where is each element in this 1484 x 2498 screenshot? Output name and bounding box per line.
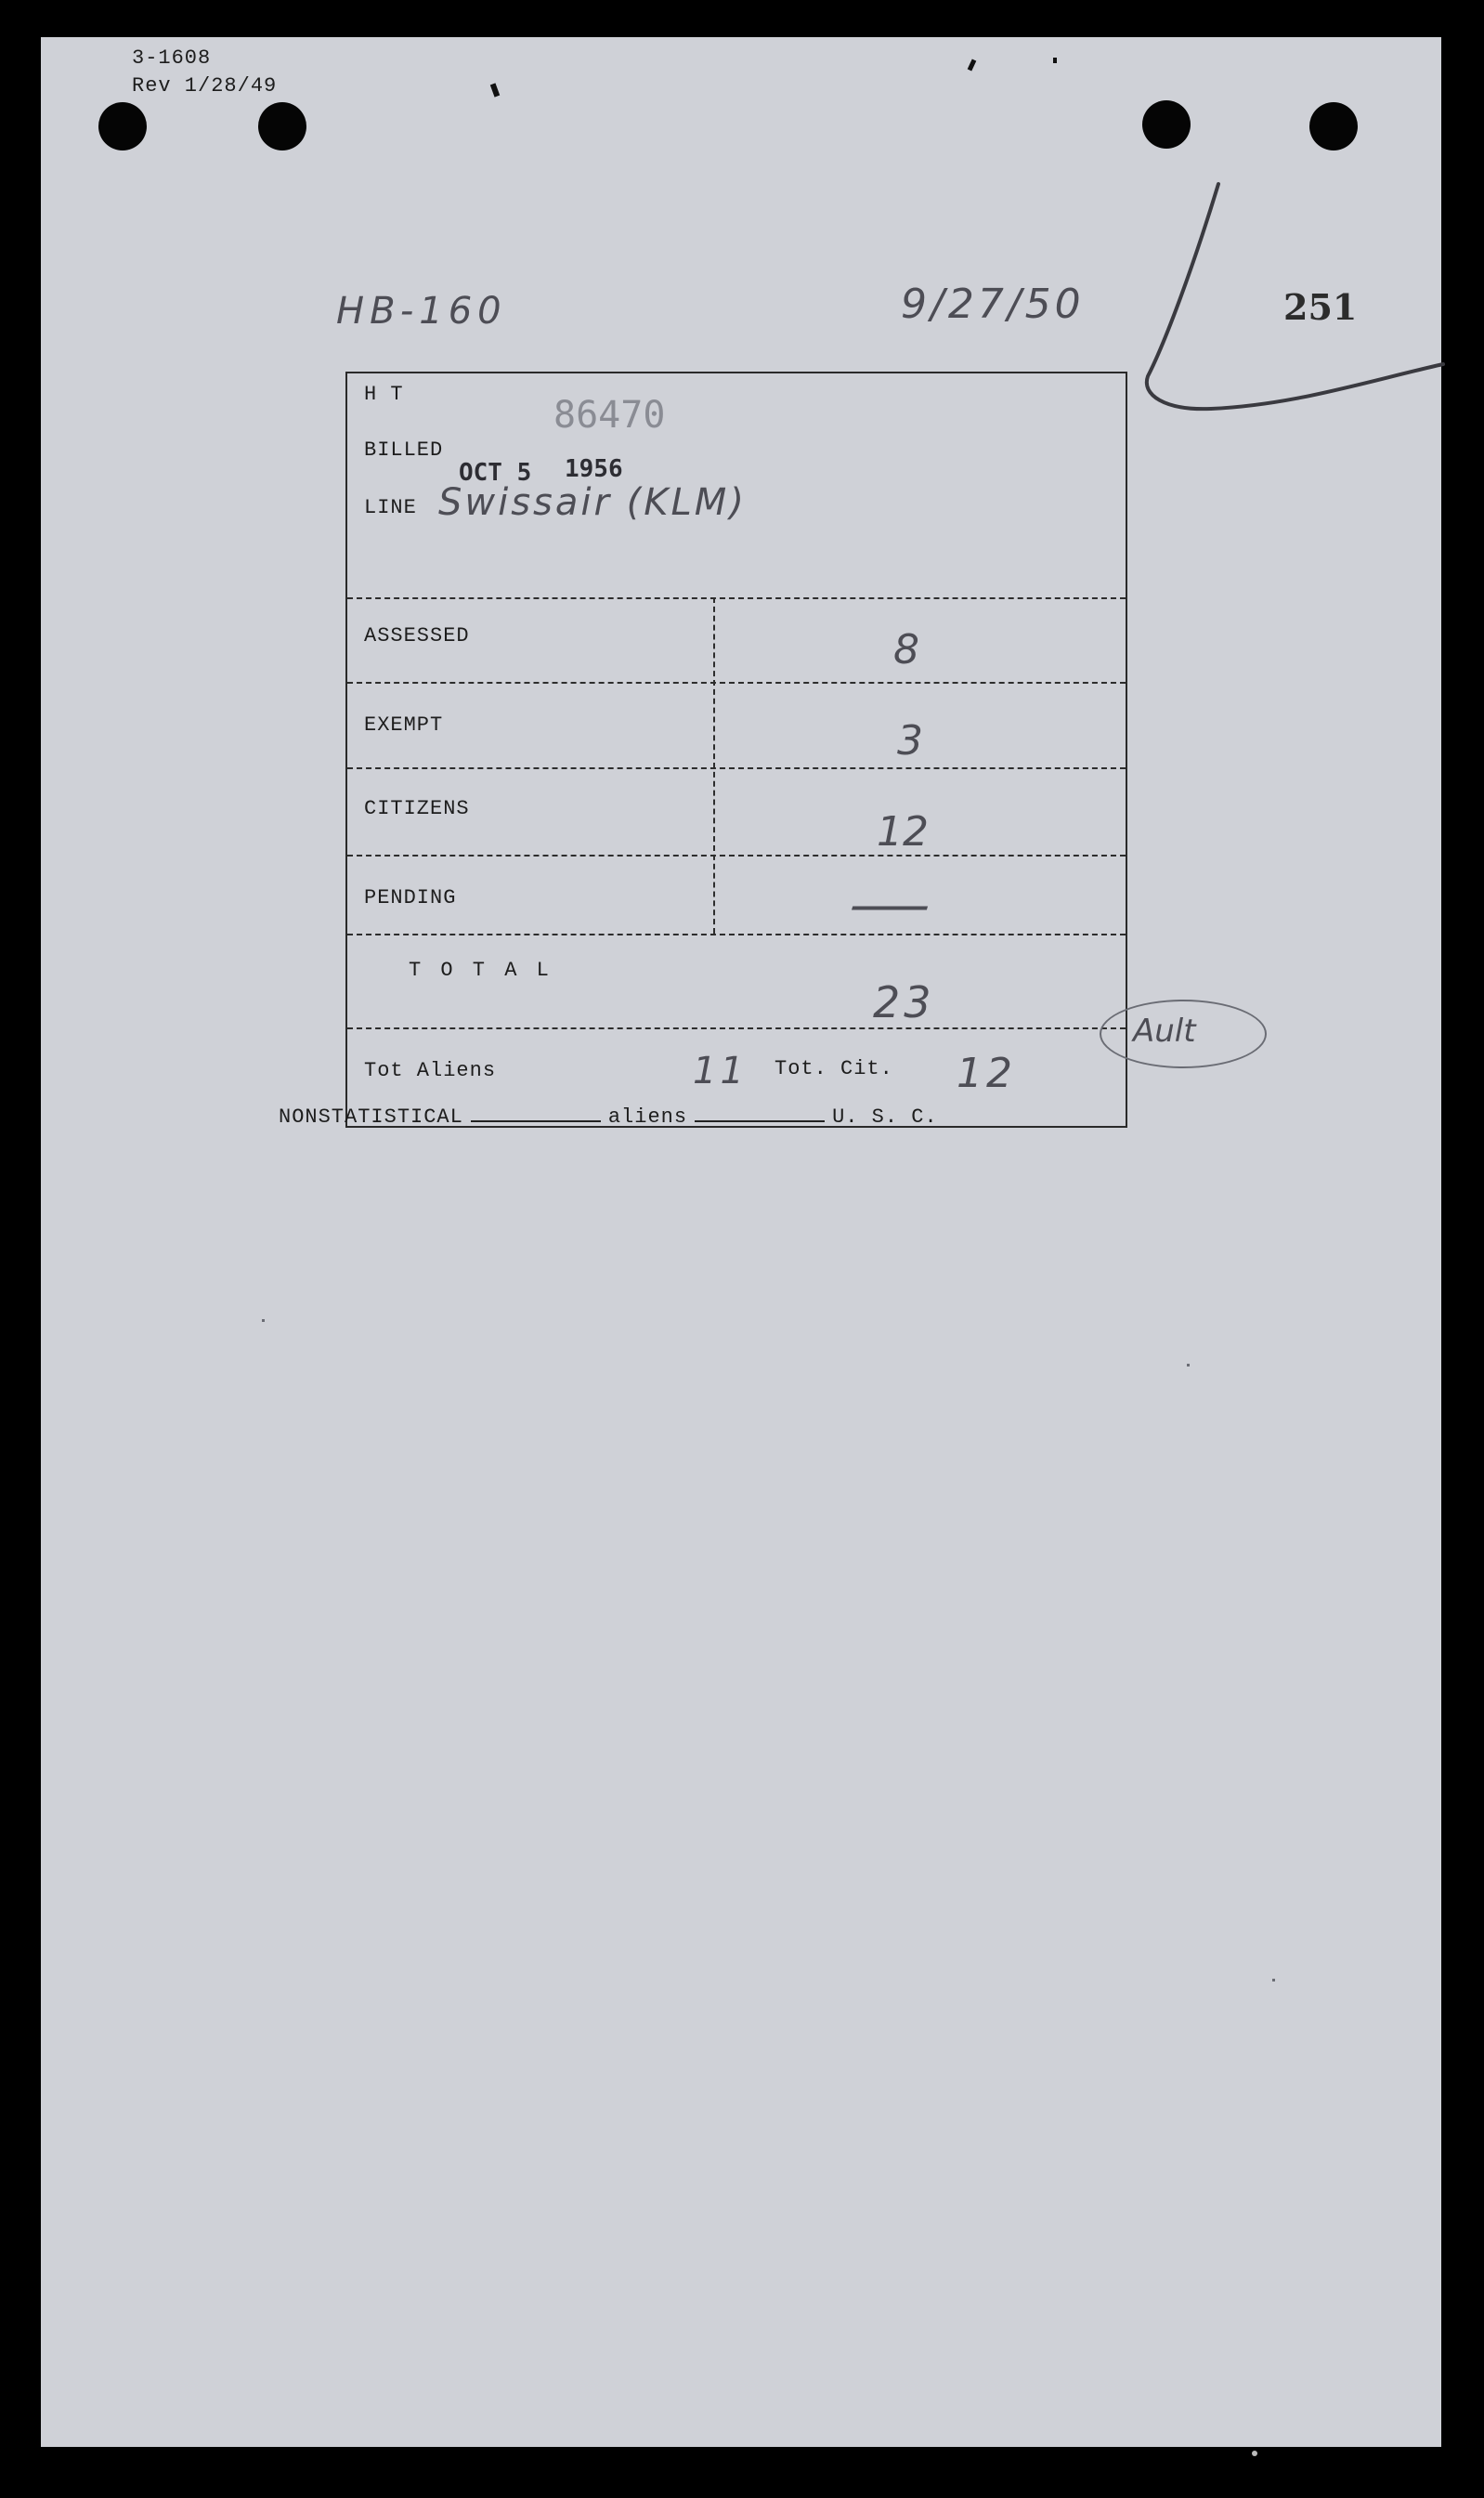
page-number: 251 [1283,286,1358,328]
ink-speck [968,59,977,72]
divider [347,855,1126,857]
total-value: 23 [873,977,935,1027]
citizens-total-label: Tot. Cit. [775,1057,893,1080]
line-value: Swissair (KLM) [438,481,747,524]
file-code: HB-160 [336,290,507,333]
nonstatistical-blank [471,1120,601,1122]
usc-label: U. S. C. [832,1105,938,1129]
nonstatistical-aliens-label: aliens [607,1105,688,1129]
column-divider [713,597,715,934]
punch-hole-left-1 [98,102,147,150]
aliens-label: Tot Aliens [364,1059,497,1082]
initials: Ault [1133,1013,1196,1050]
row-value-exempt: 3 [897,717,923,765]
citizens-total-value: 12 [957,1050,1016,1097]
row-label-exempt: EXEMPT [364,713,444,737]
row-value-citizens: 12 [877,808,929,856]
billed-label: BILLED [364,438,444,462]
tally-box [345,372,1127,1128]
punch-hole-right-1 [1142,100,1191,149]
ink-speck [1053,58,1057,63]
nonstatistical-label: NONSTATISTICAL [279,1105,463,1129]
divider [347,1027,1126,1029]
ink-speck [1187,1364,1190,1367]
divider [347,767,1126,769]
divider [347,934,1126,935]
row-label-assessed: ASSESSED [364,624,470,647]
handwritten-date: 9/27/50 [901,281,1085,328]
ink-speck [262,1319,265,1322]
ink-speck [1252,2451,1257,2456]
divider [347,682,1126,684]
ink-speck [1272,1979,1275,1981]
billed-stamp-year: 1956 [565,455,623,483]
aliens-value: 11 [693,1050,748,1092]
punch-hole-left-2 [258,102,306,150]
divider [347,597,1126,599]
row-label-pending: PENDING [364,886,457,909]
total-label: T O T A L [409,959,553,982]
ht-number: 86470 [553,394,666,437]
nonstatistical-line [279,1105,938,1129]
document-page [41,37,1441,2447]
form-revision: Rev 1/28/49 [132,74,278,98]
row-value-pending: — [848,875,931,935]
form-number: 3-1608 [132,46,212,70]
ht-label: H T [364,383,404,406]
row-value-assessed: 8 [893,626,919,674]
line-label: LINE [364,496,417,519]
punch-hole-right-2 [1309,102,1358,150]
initials-stamp [1100,1000,1267,1068]
ink-speck [490,83,500,97]
usc-blank [695,1120,825,1122]
billed-stamp-day: OCT 5 [459,459,532,487]
row-label-citizens: CITIZENS [364,797,470,820]
